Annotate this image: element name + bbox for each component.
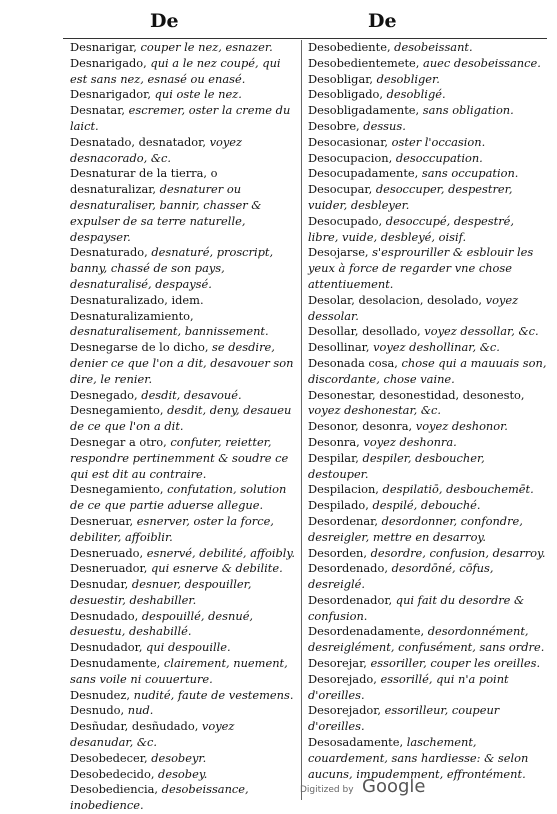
entry-definition: desoccupé, despestré, libre, vuide, desbleyé, oisif.	[308, 213, 515, 244]
entry-definition: voyez deshonor.	[412, 419, 508, 434]
dictionary-entry	[70, 514, 296, 546]
dictionary-entry	[70, 719, 296, 751]
dictionary-entry	[308, 324, 548, 340]
entry-definition: clairement, nuement, sans voile ni couuerture.	[70, 656, 288, 686]
entry-headword: Desonestar, desonestidad, desonesto,	[308, 387, 525, 402]
dictionary-entry	[70, 782, 296, 814]
dictionary-entry	[308, 672, 548, 704]
dictionary-entry	[308, 72, 548, 88]
entry-definition: couper le nez, esnazer.	[136, 40, 273, 54]
entry-headword: Desobedientemete,	[308, 55, 420, 70]
entry-definition: qui oste le nez.	[150, 87, 242, 102]
entry-definition: desordonnément, desreiglément, confusément, sans ordre.	[308, 624, 545, 655]
entry-definition: desnaturer ou desnaturaliser, bannir, chasser & expulser de sa terre naturelle, despayser.	[70, 182, 262, 244]
entry-definition: auec desobeissance.	[419, 55, 541, 70]
entry-definition: desobey.	[154, 766, 208, 781]
entry-headword: Desobedecer,	[70, 750, 148, 765]
right-column	[308, 40, 548, 782]
digitized-label: Digitized by	[300, 785, 354, 795]
entry-definition: confuter, reietter, respondre pertinemment & soudre ce qui est dit au contraire.	[70, 434, 289, 481]
entry-headword: Desnatar,	[70, 103, 126, 118]
entry-definition: essorilleur, coupeur d'oreilles.	[308, 703, 500, 734]
dictionary-entry	[70, 751, 296, 767]
dictionary-entry	[70, 309, 296, 341]
header-rule	[63, 38, 547, 39]
entry-headword: Desnaturado,	[70, 245, 148, 260]
dictionary-entry	[308, 546, 548, 562]
dictionary-entry	[308, 561, 548, 593]
entry-definition: desordōné, cōfus, desreiglé.	[308, 561, 494, 592]
dictionary-entry	[70, 388, 296, 404]
entry-definition: desobligé.	[383, 87, 446, 102]
dictionary-entry	[70, 546, 296, 562]
entry-definition: voyez deshonra.	[359, 434, 457, 449]
entry-headword: Desneruado,	[70, 545, 144, 560]
dictionary-entry	[308, 87, 548, 103]
entry-headword: Desnatado, desnatador,	[70, 134, 206, 149]
dictionary-entry	[308, 451, 548, 483]
entry-headword: Desobedecido,	[70, 766, 155, 781]
entry-definition: desobeissance, inobedience.	[70, 782, 249, 813]
page-header	[0, 6, 557, 34]
entry-headword: Desnudamente,	[70, 656, 161, 671]
entry-definition: despilé, debouché.	[368, 498, 481, 513]
dictionary-entry	[308, 182, 548, 214]
entry-definition: desdit, deny, desaueu de ce que l'on a dit.	[70, 403, 292, 434]
dictionary-entry	[308, 735, 548, 782]
running-head-right: De	[368, 10, 397, 32]
entry-definition: esnervé, debilité, affoibly.	[143, 545, 295, 560]
entry-headword: Desobediencia,	[70, 782, 159, 797]
entry-headword: Desonada cosa,	[308, 355, 398, 370]
entry-headword: Desnarigar,	[70, 40, 137, 54]
dictionary-entry	[70, 688, 296, 704]
dictionary-entry	[308, 656, 548, 672]
google-logo: Google	[362, 776, 426, 797]
dictionary-entry	[70, 640, 296, 656]
entry-headword: Desnudado,	[70, 608, 139, 623]
entry-headword: Desnegado,	[70, 387, 138, 402]
entry-definition: despiler, desboucher, destouper.	[308, 450, 485, 481]
entry-definition: desoccuper, despestrer, vuider, desbleyer.	[308, 182, 513, 212]
dictionary-entry	[308, 498, 548, 514]
entry-headword: Desñudar, desñudado,	[70, 719, 199, 734]
entry-headword: Desnegamiento,	[70, 482, 164, 497]
dictionary-entry	[308, 482, 548, 498]
entry-headword: Desordenado,	[308, 561, 388, 576]
dictionary-entry	[308, 388, 548, 420]
entry-headword: Desobre,	[308, 118, 360, 133]
dictionary-entry	[70, 703, 296, 719]
entry-definition: escremer, oster la creme du laict.	[70, 103, 291, 133]
running-head-left: De	[150, 10, 179, 32]
dictionary-entry	[70, 482, 296, 514]
dictionary-entry	[70, 609, 296, 641]
entry-headword: Desonra,	[308, 434, 360, 449]
entry-definition: dessus.	[359, 118, 406, 133]
entry-headword: Desojarse,	[308, 245, 369, 260]
dictionary-entry	[70, 87, 296, 103]
dictionary-entry	[70, 577, 296, 609]
entry-headword: Desorejado,	[308, 671, 377, 686]
entry-headword: Desocupadamente,	[308, 166, 419, 181]
dictionary-entry	[308, 151, 548, 167]
entry-headword: Desosadamente,	[308, 735, 404, 750]
entry-definition: desobeyr.	[147, 750, 207, 765]
entry-headword: Desnaturar de la tierra, o desnaturalizar,	[70, 166, 218, 197]
dictionary-entry	[70, 767, 296, 783]
entry-headword: Despilado,	[308, 498, 369, 513]
dictionary-entry	[308, 419, 548, 435]
entry-headword: Desnudar,	[70, 577, 129, 592]
entry-headword: Desordenadamente,	[308, 624, 425, 639]
entry-headword: Desocupar,	[308, 182, 373, 197]
entry-headword: Despilacion,	[308, 482, 379, 497]
entry-definition: laschement, couardement, sans hardiesse: & selon aucuns, impudemment, effrontément.	[308, 735, 529, 781]
dictionary-entry	[70, 166, 296, 245]
dictionary-entry	[308, 703, 548, 735]
entry-definition: chose qui a mauuais son, discordante, chose vaine.	[308, 355, 547, 386]
dictionary-entry	[308, 245, 548, 292]
entry-definition: qui fait du desordre & confusion.	[308, 592, 525, 623]
entry-definition: voyez desanudar, &c.	[70, 719, 235, 750]
entry-definition: voyez deshonestar, &c.	[308, 403, 442, 418]
entry-headword: Desnegar a otro,	[70, 434, 167, 449]
left-column	[70, 40, 296, 814]
entry-headword: Desordenar,	[308, 513, 378, 528]
entry-headword: Desnudez,	[70, 687, 131, 702]
dictionary-entry	[70, 245, 296, 292]
entry-headword: Desolar, desolacion, desolado,	[308, 292, 483, 307]
entry-headword: Desorejar,	[308, 656, 367, 671]
dictionary-entry	[308, 340, 548, 356]
entry-definition: oster l'occasion.	[388, 134, 486, 149]
entry-definition: sans occupation.	[418, 166, 519, 181]
dictionary-entry	[308, 40, 548, 56]
entry-headword: Desnaturalizado, idem.	[70, 292, 204, 307]
dictionary-entry	[308, 624, 548, 656]
entry-definition: voyez dessolar.	[308, 292, 519, 323]
entry-definition: essoriller, couper les oreilles.	[366, 656, 541, 671]
entry-definition: desnaturalisement, bannissement.	[70, 324, 269, 339]
entry-headword: Desordenador,	[308, 592, 393, 607]
entry-headword: Desneruador,	[70, 561, 148, 576]
dictionary-entry	[308, 214, 548, 246]
entry-definition: desordonner, confondre, desreigler, mettre en desarroy.	[308, 513, 523, 544]
entry-headword: Desonor, desonra,	[308, 419, 413, 434]
entry-definition: nudité, faute de vestemens.	[130, 687, 294, 702]
dictionary-entry	[70, 340, 296, 387]
dictionary-entry	[70, 103, 296, 135]
dictionary-entry	[308, 293, 548, 325]
entry-headword: Desocupado,	[308, 213, 383, 228]
dictionary-entry	[70, 656, 296, 688]
entry-headword: Desneruar,	[70, 513, 134, 528]
entry-headword: Desnegamiento,	[70, 403, 164, 418]
entry-definition: qui despouille.	[142, 640, 231, 655]
entry-definition: confutation, solution de ce que partie aduerse allegue.	[70, 482, 287, 513]
dictionary-entry	[70, 561, 296, 577]
entry-definition: desobeissant.	[390, 40, 473, 54]
entry-definition: esnerver, oster la force, debiliter, affoiblir.	[70, 513, 274, 544]
entry-headword: Desobediente,	[308, 40, 391, 54]
column-divider	[301, 40, 302, 800]
dictionary-entry	[308, 166, 548, 182]
entry-definition: voyez desnacorado, &c.	[70, 134, 243, 165]
entry-definition: se desdire, denier ce que l'on a dit, desavouer son dire, le renier.	[70, 340, 294, 386]
entry-definition: desnuer, despouiller, desuestir, deshabiller.	[70, 577, 252, 607]
entry-headword: Desobligadamente,	[308, 103, 420, 118]
entry-definition: voyez dessollar, &c.	[420, 324, 539, 339]
entry-headword: Desnaturalizamiento,	[70, 308, 194, 323]
entry-definition: desoccupation.	[392, 150, 483, 165]
entry-definition: desobliger.	[373, 71, 440, 86]
entry-headword: Desocupacion,	[308, 150, 393, 165]
dictionary-entry	[308, 119, 548, 135]
entry-headword: Desnarigado,	[70, 55, 147, 70]
dictionary-entry	[308, 593, 548, 625]
dictionary-entry	[70, 293, 296, 309]
entry-headword: Desollinar,	[308, 340, 370, 355]
dictionary-entry	[308, 514, 548, 546]
entry-definition: essorillé, qui n'a point d'oreilles.	[308, 671, 509, 702]
entry-headword: Desnudador,	[70, 640, 143, 655]
entry-headword: Desobligado,	[308, 87, 384, 102]
dictionary-entry	[70, 135, 296, 167]
entry-definition: sans obligation.	[419, 103, 514, 118]
entry-headword: Desnegarse de lo dicho,	[70, 340, 209, 355]
dictionary-entry	[70, 403, 296, 435]
dictionary-entry	[70, 435, 296, 482]
entry-definition: desordre, confusion, desarroy.	[367, 545, 546, 560]
entry-definition: despilatiō, desbouchemēt.	[378, 482, 534, 497]
entry-definition: voyez deshollinar, &c.	[369, 340, 500, 355]
entry-headword: Desollar, desollado,	[308, 324, 421, 339]
entry-definition: desnaturé, proscript, banny, chassé de son pays, desnaturalisé, despaysé.	[70, 245, 274, 291]
entry-headword: Desnarigador,	[70, 87, 151, 102]
entry-headword: Desobligar,	[308, 71, 374, 86]
entry-headword: Desorejador,	[308, 703, 382, 718]
entry-headword: Despilar,	[308, 450, 359, 465]
dictionary-entry	[308, 435, 548, 451]
entry-headword: Desorden,	[308, 545, 368, 560]
dictionary-entry	[308, 56, 548, 72]
dictionary-entry	[308, 103, 548, 119]
entry-definition: despouillé, desnué, desuestu, deshabillé.	[70, 608, 254, 639]
entry-headword: Desnudo,	[70, 703, 125, 718]
entry-definition: nud.	[124, 703, 154, 718]
entry-definition: desdit, desavoué.	[137, 387, 242, 402]
entry-definition: qui esnerve & debilite.	[147, 561, 283, 576]
dictionary-entry	[70, 56, 296, 88]
entry-headword: Desocasionar,	[308, 134, 389, 149]
dictionary-entry	[308, 135, 548, 151]
entry-definition: s'esprouriller & esblouir les yeux à force de regarder vne chose attentiuement.	[308, 245, 534, 291]
entry-definition: qui a le nez coupé, qui est sans nez, esnasé ou enasé.	[70, 55, 281, 86]
dictionary-entry	[308, 356, 548, 388]
dictionary-entry	[70, 40, 296, 56]
